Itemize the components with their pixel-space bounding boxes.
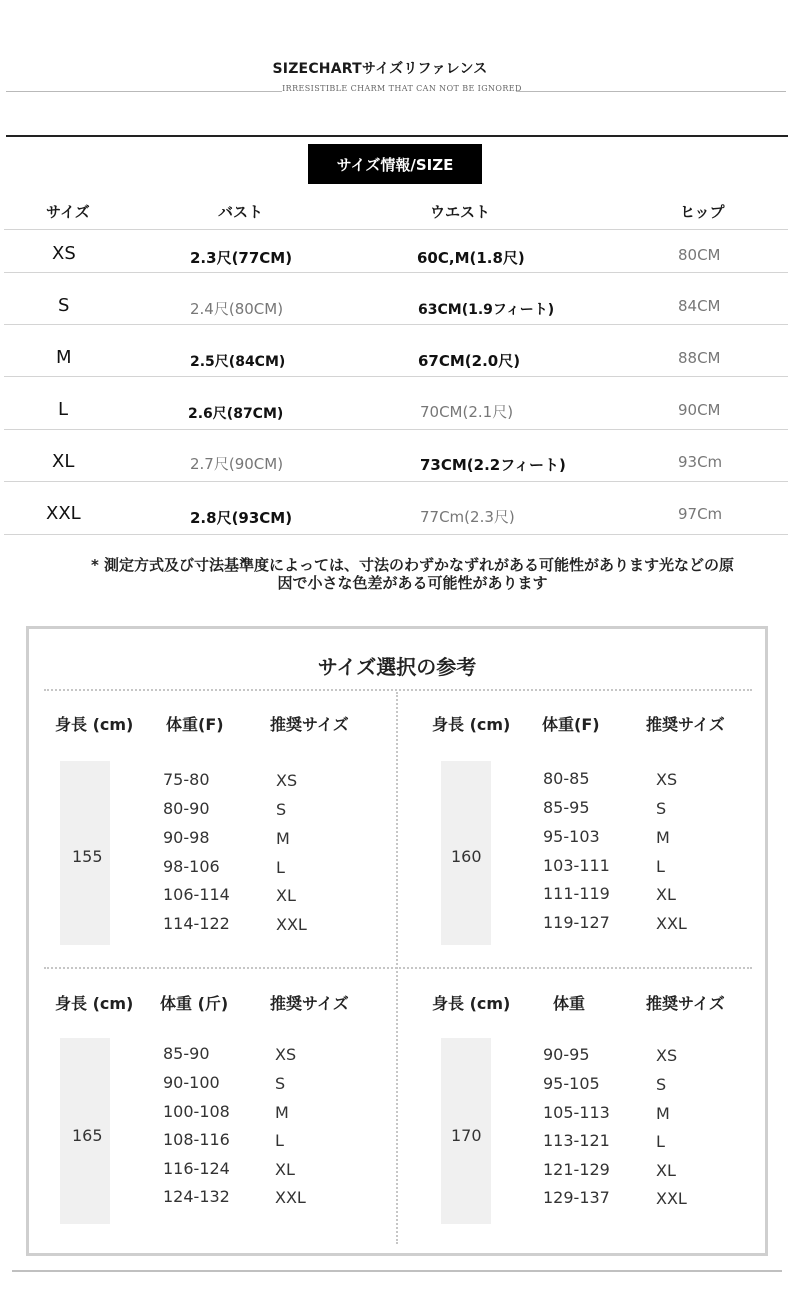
col-header-size: サイズ xyxy=(46,203,90,221)
row-divider xyxy=(4,229,788,230)
bust-cell: 2.3尺(77CM) xyxy=(190,249,293,267)
header-rule xyxy=(6,135,788,137)
hip-cell: 90CM xyxy=(678,401,721,419)
dotted-divider xyxy=(44,967,752,969)
size-info-badge: サイズ情報/SIZE xyxy=(308,144,482,184)
weight-range: 95-105 xyxy=(543,1074,600,1093)
recommended-size: L xyxy=(275,1131,284,1150)
waist-cell: 63CM(1.9フィート) xyxy=(418,302,555,318)
row-divider xyxy=(4,534,788,535)
recommended-size: XXL xyxy=(656,1189,687,1208)
height-value: 155 xyxy=(72,847,103,866)
recommended-size: M xyxy=(656,1104,670,1123)
weight-range: 75-80 xyxy=(163,770,210,789)
recommended-size: L xyxy=(656,857,665,876)
recommended-size: XL xyxy=(656,885,676,904)
header-weight: 体重(F) xyxy=(166,715,224,734)
recommended-size: S xyxy=(275,1074,286,1093)
recommended-size: L xyxy=(276,858,285,877)
waist-cell: 77Cm(2.3尺) xyxy=(420,508,515,526)
header-recommended-size: 推奨サイズ xyxy=(270,715,349,734)
dotted-divider-vertical xyxy=(396,692,398,1244)
height-value: 170 xyxy=(451,1126,482,1145)
size-cell: XL xyxy=(52,451,75,472)
bust-cell: 2.7尺(90CM) xyxy=(190,455,284,473)
recommended-size: XL xyxy=(275,1160,295,1179)
reference-title: サイズ選択の参考 xyxy=(317,655,477,679)
size-cell: M xyxy=(56,347,72,368)
col-header-waist: ウエスト xyxy=(430,203,491,221)
measurement-note xyxy=(40,556,785,592)
hip-cell: 97Cm xyxy=(678,505,723,523)
row-divider xyxy=(4,324,788,325)
weight-range: 80-85 xyxy=(543,769,590,788)
bust-cell: 2.6尺(87CM) xyxy=(188,406,284,422)
hip-cell: 93Cm xyxy=(678,453,723,471)
recommended-size: XS xyxy=(276,771,298,790)
col-header-hip: ヒップ xyxy=(680,203,725,221)
bust-cell: 2.5尺(84CM) xyxy=(190,354,286,370)
row-divider xyxy=(4,272,788,273)
waist-cell: 67CM(2.0尺) xyxy=(418,352,521,370)
waist-cell: 60C,M(1.8尺) xyxy=(417,249,525,267)
header-height: 身長 (cm) xyxy=(55,715,134,734)
height-value: 165 xyxy=(72,1126,103,1145)
weight-range: 119-127 xyxy=(543,913,610,932)
header-weight: 体重(F) xyxy=(542,715,600,734)
row-divider xyxy=(4,481,788,482)
recommended-size: S xyxy=(656,1075,667,1094)
weight-range: 90-95 xyxy=(543,1045,590,1064)
weight-range: 80-90 xyxy=(163,799,210,818)
header-height: 身長 (cm) xyxy=(55,994,134,1013)
header-recommended-size: 推奨サイズ xyxy=(646,715,725,734)
hip-cell: 80CM xyxy=(678,246,721,264)
height-value: 160 xyxy=(451,847,482,866)
header-weight: 体重 (斤) xyxy=(160,994,229,1013)
waist-cell: 70CM(2.1尺) xyxy=(420,403,514,421)
bust-cell: 2.4尺(80CM) xyxy=(190,300,284,318)
page-title: SIZECHARTサイズリファレンス xyxy=(272,61,488,77)
page-subtitle: IRRESISTIBLE CHARM THAT CAN NOT BE IGNORED xyxy=(282,84,522,93)
weight-range: 98-106 xyxy=(163,857,220,876)
recommended-size: XS xyxy=(656,770,678,789)
weight-range: 85-90 xyxy=(163,1044,210,1063)
col-header-bust: バスト xyxy=(218,203,264,221)
weight-range: 114-122 xyxy=(163,914,230,933)
dotted-divider xyxy=(44,689,752,691)
recommended-size: M xyxy=(276,829,290,848)
weight-range: 85-95 xyxy=(543,798,590,817)
header-height: 身長 (cm) xyxy=(432,715,511,734)
weight-range: 100-108 xyxy=(163,1102,230,1121)
recommended-size: XXL xyxy=(275,1188,306,1207)
recommended-size: XS xyxy=(275,1045,297,1064)
row-divider xyxy=(4,429,788,430)
weight-range: 108-116 xyxy=(163,1130,230,1149)
size-cell: XS xyxy=(52,243,76,264)
size-cell: S xyxy=(58,295,70,316)
weight-range: 103-111 xyxy=(543,856,610,875)
header-height: 身長 (cm) xyxy=(432,994,511,1013)
hip-cell: 88CM xyxy=(678,349,721,367)
weight-range: 129-137 xyxy=(543,1188,610,1207)
weight-range: 106-114 xyxy=(163,885,230,904)
recommended-size: XXL xyxy=(276,915,307,934)
recommended-size: M xyxy=(656,828,670,847)
waist-cell: 73CM(2.2フィート) xyxy=(420,456,566,474)
recommended-size: S xyxy=(656,799,667,818)
recommended-size: XL xyxy=(276,886,296,905)
weight-range: 95-103 xyxy=(543,827,600,846)
recommended-size: XL xyxy=(656,1161,676,1180)
note-line: * 測定方式及び寸法基準度によっては、寸法のわずかなずれがある可能性があります光などの原 xyxy=(90,556,735,574)
header-recommended-size: 推奨サイズ xyxy=(646,994,725,1013)
weight-range: 90-100 xyxy=(163,1073,220,1092)
weight-range: 116-124 xyxy=(163,1159,230,1178)
size-cell: L xyxy=(58,399,69,420)
weight-range: 111-119 xyxy=(543,884,610,903)
note-line: 因で小さな色差がある可能性があります xyxy=(277,574,548,592)
footer-rule xyxy=(12,1270,782,1272)
weight-range: 90-98 xyxy=(163,828,210,847)
row-divider xyxy=(4,376,788,377)
recommended-size: M xyxy=(275,1103,289,1122)
recommended-size: S xyxy=(276,800,287,819)
header-recommended-size: 推奨サイズ xyxy=(270,994,349,1013)
weight-range: 105-113 xyxy=(543,1103,610,1122)
hip-cell: 84CM xyxy=(678,297,721,315)
weight-range: 121-129 xyxy=(543,1160,610,1179)
recommended-size: XXL xyxy=(656,914,687,933)
size-cell: XXL xyxy=(46,503,81,524)
recommended-size: XS xyxy=(656,1046,678,1065)
weight-range: 124-132 xyxy=(163,1187,230,1206)
recommended-size: L xyxy=(656,1132,665,1151)
bust-cell: 2.8尺(93CM) xyxy=(190,509,293,527)
header-weight: 体重 xyxy=(553,994,586,1013)
weight-range: 113-121 xyxy=(543,1131,610,1150)
